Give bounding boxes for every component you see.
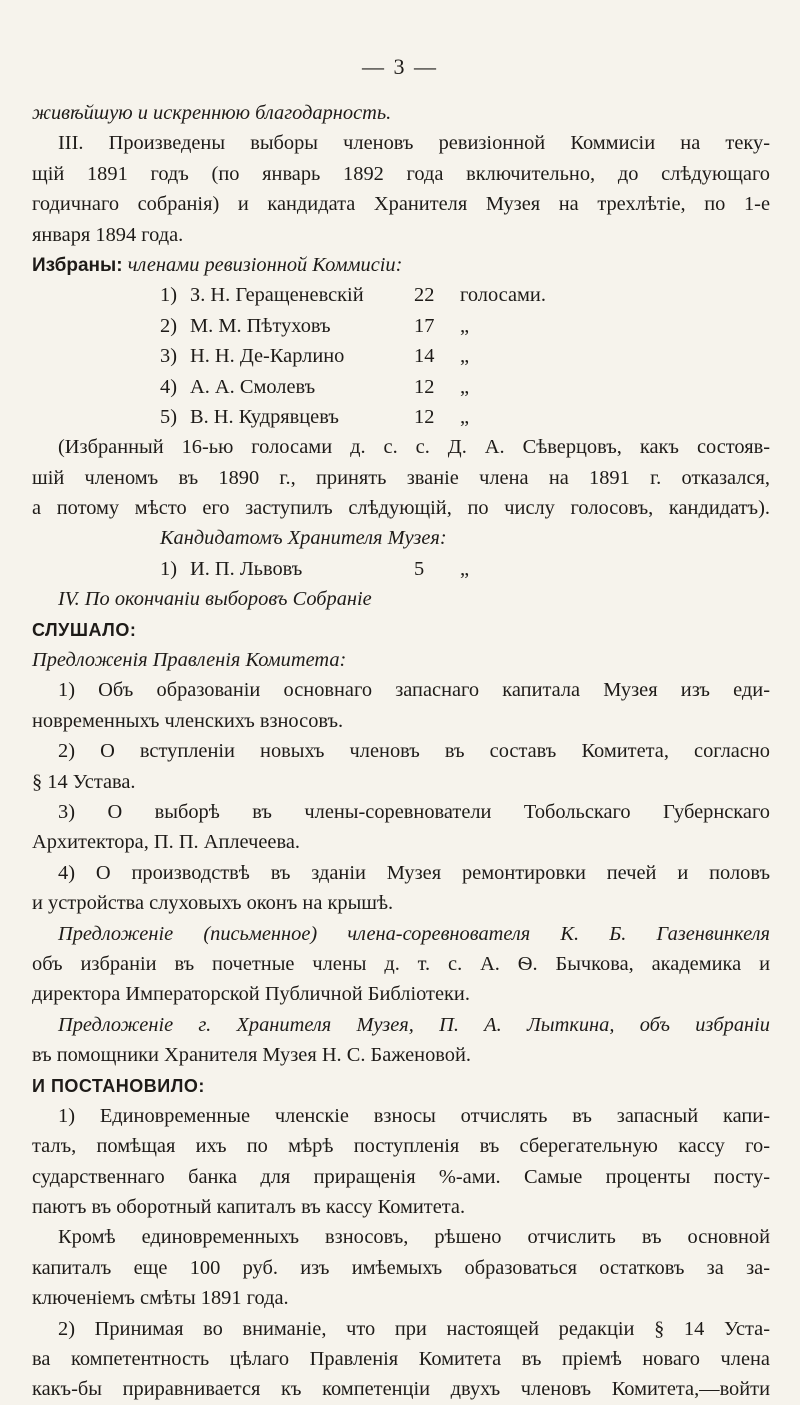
text-line: (Избранный 16-ью голосами д. с. с. Д. А. Сѣверцовъ, какъ состояв-	[58, 436, 770, 459]
page-body	[32, 98, 770, 1405]
text-line: капиталъ еще 100 руб. изъ имѣемыхъ образоваться остатковъ за за-	[32, 1256, 770, 1279]
vote-row	[32, 311, 770, 341]
text-line: ключеніемъ смѣты 1891 года.	[32, 1287, 289, 1310]
candidate-suffix: „	[460, 557, 470, 580]
page-number: — 3 —	[362, 54, 438, 79]
vote-count: 12	[414, 375, 435, 398]
text-line: паютъ въ оборотный капиталъ въ кассу Комитета.	[32, 1196, 466, 1219]
vote-num: 2)	[160, 314, 177, 337]
text-line: III. Произведены выборы членовъ ревизіонной Коммисіи на теку-	[58, 132, 770, 155]
vote-suffix: голосами.	[460, 284, 546, 307]
candidate-caption: Кандидатомъ Хранителя Музея:	[160, 527, 447, 550]
vote-row	[32, 280, 770, 310]
elected-caption: членами ревизіонной Коммисіи:	[127, 253, 403, 276]
text-line: 4) О производствѣ въ зданіи Музея ремонтировки печей и половъ	[58, 861, 770, 884]
proposals-paragraphs	[32, 675, 770, 1070]
text-line: Предложеніе г. Хранителя Музея, П. А. Лыткина, объ избраніи	[58, 1013, 770, 1036]
resolved-label: И ПОСТАНОВИЛО:	[32, 1075, 205, 1096]
text-line: 2) Принимая во вниманіе, что при настоящей редакціи § 14 Уста-	[58, 1317, 770, 1340]
text-line: въ помощники Хранителя Музея Н. С. Баженовой.	[32, 1044, 471, 1067]
vote-suffix: „	[460, 375, 470, 398]
vote-num: 1)	[160, 284, 177, 307]
candidate-name: И. П. Львовъ	[190, 557, 303, 580]
text-line: какъ-бы приравнивается къ компетенціи двухъ членовъ Комитета,—войти	[32, 1378, 770, 1401]
vote-name: В. Н. Кудрявцевъ	[190, 405, 339, 428]
vote-row	[32, 402, 770, 432]
elected-label: Избраны:	[32, 254, 123, 276]
text-line: января 1894 года.	[32, 223, 184, 246]
elected-heading	[32, 250, 770, 280]
text-line: Архитектора, П. П. Аплечеева.	[32, 831, 300, 854]
vote-suffix: „	[460, 405, 470, 428]
section-iv: IV. По окончаніи выборовъ Собраніе	[58, 588, 372, 611]
candidate-num: 1)	[160, 557, 177, 580]
vote-row	[32, 341, 770, 371]
text-line: сударственнаго банка для приращенія %-ами. Самые проценты посту-	[32, 1165, 770, 1188]
vote-suffix: „	[460, 345, 470, 368]
vote-row	[32, 372, 770, 402]
heard-label: СЛУШАЛО:	[32, 619, 137, 640]
text-line: объ избраніи въ почетные члены д. т. с. А. Ѳ. Бычкова, академика и	[32, 952, 770, 975]
intro-paragraphs	[32, 98, 770, 250]
text-line: новременныхъ членскихъ взносовъ.	[32, 709, 344, 732]
vote-num: 3)	[160, 345, 177, 368]
text-line: Предложеніе (письменное) члена-соревнователя К. Б. Газенвинкеля	[58, 922, 770, 945]
text-line: директора Императорской Публичной Библіотеки.	[32, 983, 470, 1006]
vote-num: 5)	[160, 405, 177, 428]
text-line: талъ, помѣщая ихъ по мѣрѣ поступленія въ сберегательную кассу го-	[32, 1135, 770, 1158]
vote-count: 14	[414, 345, 435, 368]
text-line: 1) Объ образованіи основнаго запаснаго капитала Музея изъ еди-	[58, 679, 770, 702]
proposals-caption: Предложенія Правленія Комитета:	[32, 649, 347, 672]
resolution-paragraphs	[32, 1101, 770, 1405]
vote-name: М. М. Пѣтуховъ	[190, 314, 331, 337]
text-line: Кромѣ единовременныхъ взносовъ, рѣшено отчислить въ основной	[58, 1226, 770, 1249]
note-paragraph	[32, 432, 770, 523]
text-line: 1) Единовременные членскіе взносы отчислять въ запасный капи-	[58, 1104, 770, 1127]
text-line: щій 1891 годъ (по январь 1892 года включительно, до слѣдующаго	[32, 162, 770, 185]
text-line: и устройства слуховыхъ оконъ на крышѣ.	[32, 892, 394, 915]
candidate-row	[32, 554, 770, 584]
text-line: 2) О вступленіи новыхъ членовъ въ составъ Комитета, согласно	[58, 740, 770, 763]
vote-name: А. А. Смолевъ	[190, 375, 316, 398]
vote-name: З. Н. Геращеневскій	[190, 284, 364, 307]
candidate-count: 5	[414, 557, 425, 580]
vote-count: 17	[414, 314, 435, 337]
vote-count: 12	[414, 405, 435, 428]
text-line: ва компетентность цѣлаго Правленія Комитета въ пріемѣ новаго члена	[32, 1348, 770, 1371]
text-line: годичнаго собранія) и кандидата Хранителя Музея на трехлѣтіе, по 1-е	[32, 193, 770, 216]
text-line: шій членомъ въ 1890 г., принять званіе члена на 1891 г. отказался,	[32, 466, 770, 489]
vote-num: 4)	[160, 375, 177, 398]
vote-suffix: „	[460, 314, 470, 337]
text-line: а потому мѣсто его заступилъ слѣдующій, по числу голосовъ, кандидатъ).	[32, 497, 770, 520]
vote-count: 22	[414, 284, 435, 307]
vote-list	[32, 280, 770, 432]
vote-name: Н. Н. Де-Карлино	[190, 345, 345, 368]
text-line: 3) О выборѣ въ члены-соревнователи Тобольскаго Губернскаго	[58, 800, 770, 823]
text-line: живѣйшую и искреннюю благодарность.	[32, 102, 392, 124]
text-line: § 14 Устава.	[32, 770, 136, 793]
